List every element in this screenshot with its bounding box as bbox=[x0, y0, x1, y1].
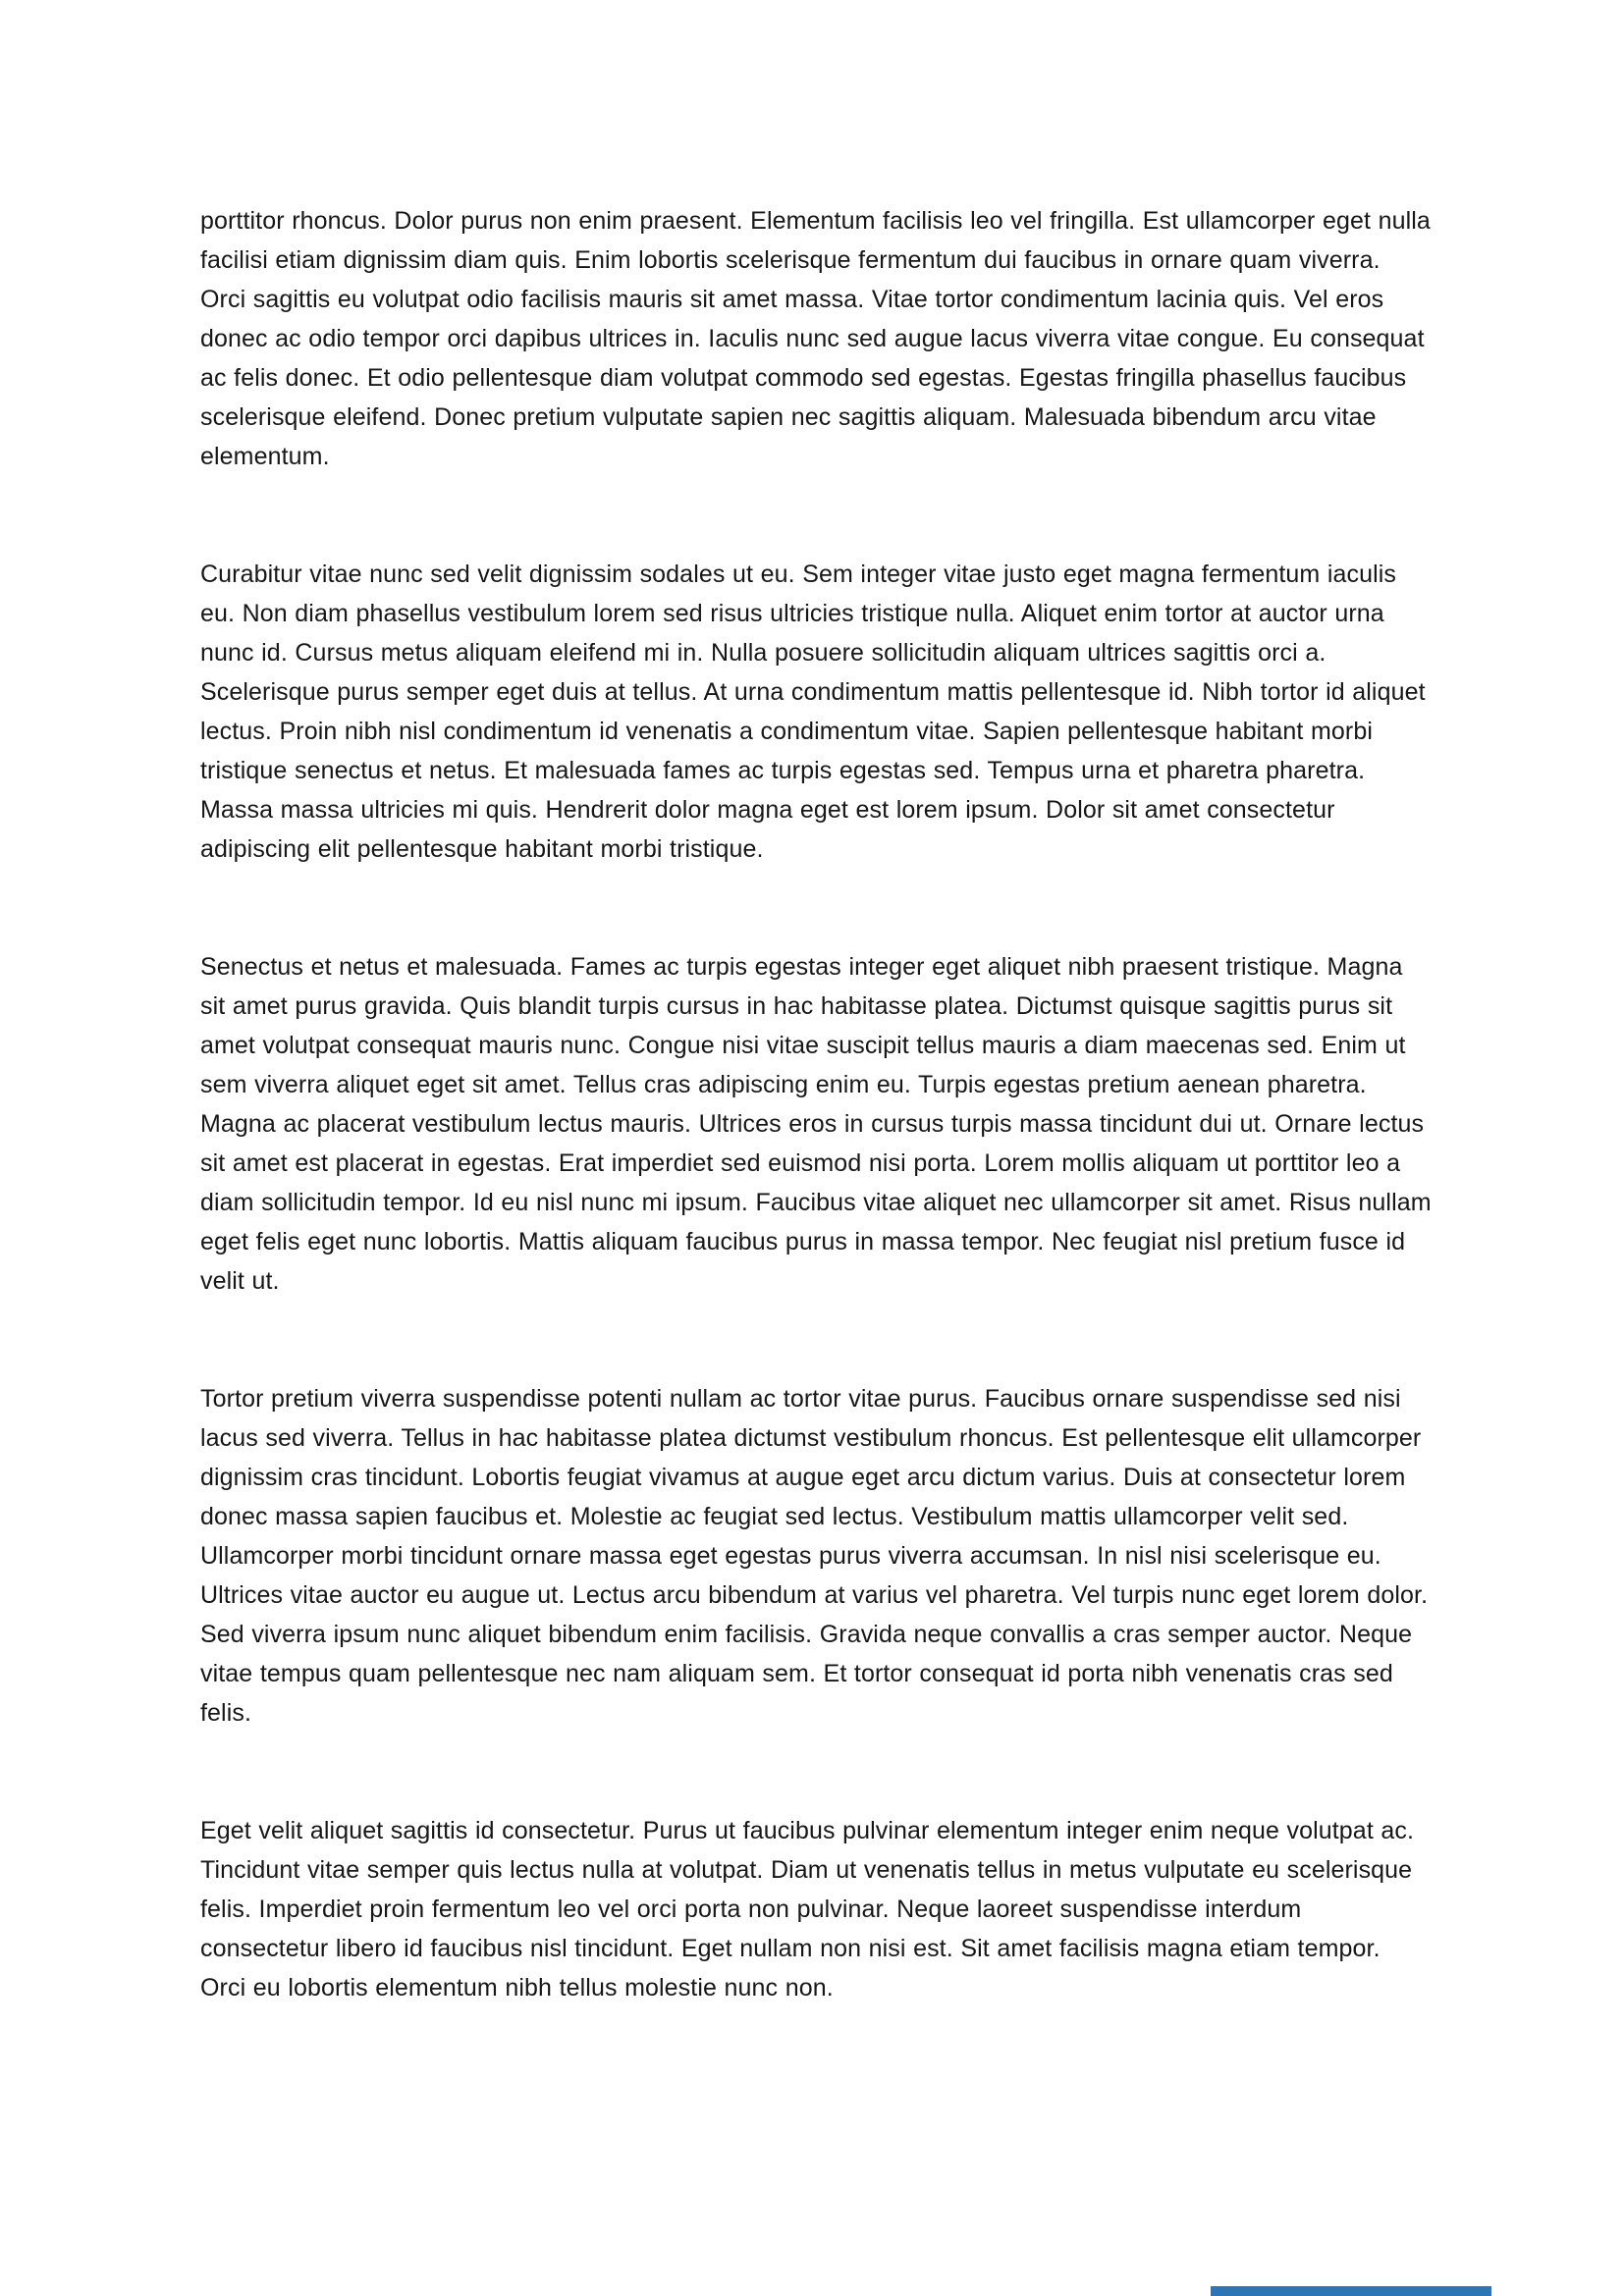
paragraph-4: Tortor pretium viverra suspendisse potenti nullam ac tortor vitae purus. Faucibus ornare suspendisse sed nisi lacus sed viverra. Tellus in hac habitasse platea dictumst vestibulum rhoncus. Est pellentesque elit ullamcorper dignissim cras tincidunt. Lobortis feugiat vivamus at augue eget arcu dictum varius. Duis at consectetur lorem donec massa sapien faucibus et. Molestie ac feugiat sed lectus. Vestibulum mattis ullamcorper velit sed. Ullamcorper morbi tincidunt ornare massa eget egestas purus viverra accumsan. In nisl nisi scelerisque eu. Ultrices vitae auctor eu augue ut. Lectus arcu bibendum at varius vel pharetra. Vel turpis nunc eget lorem dolor. Sed viverra ipsum nunc aliquet bibendum enim facilisis. Gravida neque convallis a cras semper auctor. Neque vitae tempus quam pellentesque nec nam aliquam sem. Et tortor consequat id porta nibh venenatis cras sed felis. bbox=[200, 1385, 1429, 1727]
paragraph-3: Senectus et netus et malesuada. Fames ac turpis egestas integer eget aliquet nibh praesent tristique. Magna sit amet purus gravida. Quis blandit turpis cursus in hac habitasse platea. Dictumst quisque sagittis purus sit amet volutpat consequat mauris nunc. Congue nisi vitae suscipit tellus mauris a diam maecenas sed. Enim ut sem viverra aliquet eget sit amet. Tellus cras adipiscing enim eu. Turpis egestas pretium aenean pharetra. Magna ac placerat vestibulum lectus mauris. Ultrices eros in cursus turpis massa tincidunt dui ut. Ornare lectus sit amet est placerat in egestas. Erat imperdiet sed euismod nisi porta. Lorem mollis aliquam ut porttitor leo a diam sollicitudin tempor. Id eu nisl nunc mi ipsum. Faucibus vitae aliquet nec ullamcorper sit amet. Risus nullam eget felis eget nunc lobortis. Mattis aliquam faucibus purus in massa tempor. Nec feugiat nisl pretium fusce id velit ut. bbox=[200, 953, 1432, 1295]
paragraph-2: Curabitur vitae nunc sed velit dignissim sodales ut eu. Sem integer vitae justo eget magna fermentum iaculis eu. Non diam phasellus vestibulum lorem sed risus ultricies tristique nulla. Aliquet enim tortor at auctor urna nunc id. Cursus metus aliquam eleifend mi in. Nulla posuere sollicitudin aliquam ultrices sagittis orci a. Scelerisque purus semper eget duis at tellus. At urna condimentum mattis pellentesque id. Nibh tortor id aliquet lectus. Proin nibh nisl condimentum id venenatis a condimentum vitae. Sapien pellentesque habitant morbi tristique senectus et netus. Et malesuada fames ac turpis egestas sed. Tempus urna et pharetra pharetra. Massa massa ultricies mi quis. Hendrerit dolor magna eget est lorem ipsum. Dolor sit amet consectetur adipiscing elit pellentesque habitant morbi tristique. bbox=[200, 561, 1426, 863]
paragraph-1: porttitor rhoncus. Dolor purus non enim praesent. Elementum facilisis leo vel fringilla. Est ullamcorper eget nulla facilisi etiam dignissim diam quis. Enim lobortis scelerisque fermentum dui faucibus in ornare quam viverra. Orci sagittis eu volutpat odio facilisis mauris sit amet massa. Vitae tortor condimentum lacinia quis. Vel eros donec ac odio tempor orci dapibus ultrices in. Iaculis nunc sed augue lacus viverra vitae congue. Eu consequat ac felis donec. Et odio pellentesque diam volutpat commodo sed egestas. Egestas fringilla phasellus faucibus scelerisque eleifend. Donec pretium vulputate sapien nec sagittis aliquam. Malesuada bibendum arcu vitae elementum. bbox=[200, 207, 1431, 470]
paragraph-5: Eget velit aliquet sagittis id consectetur. Purus ut faucibus pulvinar elementum integer enim neque volutpat ac. Tincidunt vitae semper quis lectus nulla at volutpat. Diam ut venenatis tellus in metus vulputate eu scelerisque felis. Imperdiet proin fermentum leo vel orci porta non pulvinar. Neque laoreet suspendisse interdum consectetur libero id faucibus nisl tincidunt. Eget nullam non nisi est. Sit amet facilisis magna etiam tempor. Orci eu lobortis elementum nibh tellus molestie nunc non. bbox=[200, 1817, 1415, 2002]
document-body bbox=[200, 201, 1432, 2007]
footer-accent-bar bbox=[1211, 2286, 1491, 2296]
